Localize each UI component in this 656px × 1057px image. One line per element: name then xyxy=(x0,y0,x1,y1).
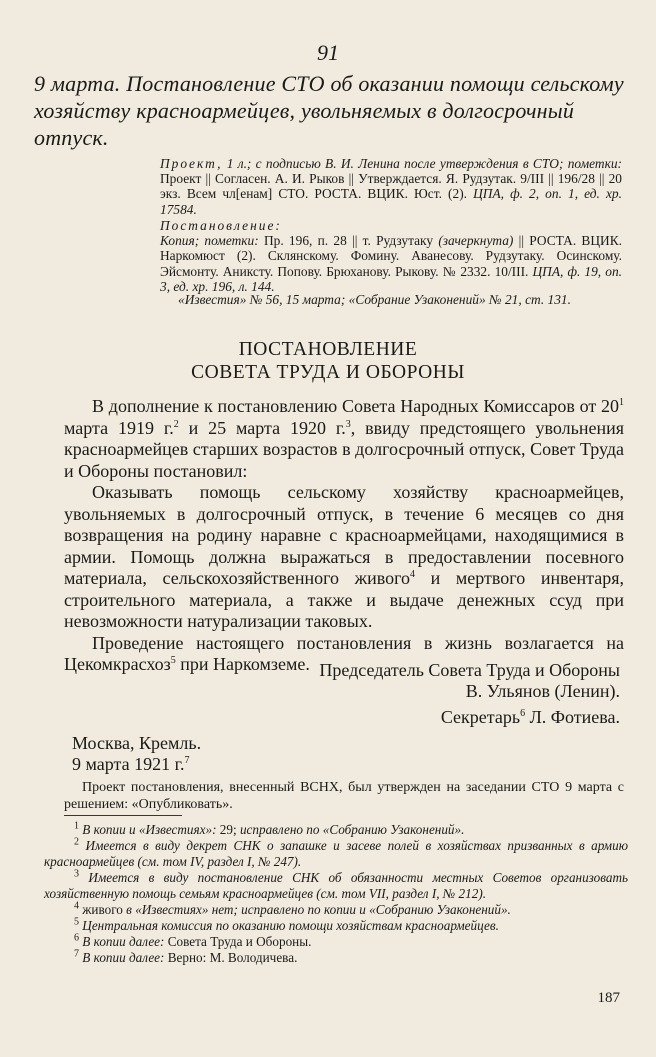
footnote-7: $^7$ В копии далее: Верно: М. Володичева. xyxy=(74,948,298,965)
footnotes xyxy=(44,822,628,966)
editorial-note: Проект постановления, внесенный ВСНХ, был утвержден на заседании СТО 9 марта с решением: «Опубликовать». xyxy=(64,780,624,812)
archive-note-resolution: Постановление: Копия; пометки: Пр. 196, п. 28 || т. Рудзутаку (зачеркнута) || РОСТА. ВЦИК. Наркомюст (2). Склянскому. Фомину. Аванесову. Рудзутаку. Осинскому. Эйсмонту. Аниксту. Попову. Брюханову. Рыкову. № 2332. 10/III. ЦПА, ф. 19, оп. 3, ед. хр. 196, л. 144. xyxy=(160,218,622,294)
archive-note-project: Проект, 1 л.; с подписью В. И. Ленина после утверждения в СТО; пометки: Проект || Согласен. А. И. Рыков || Утверждается. Я. Рудзутак. 9/III || 196/28 || 20 экз. Всем чл[енам] СТО. РОСТА. ВЦИК. Юст. (2). ЦПА, ф. 2, оп. 1, ед. хр. 17584. xyxy=(160,156,622,217)
secretary-signature: Секретарь$^6$ Л. Фотиева. xyxy=(440,707,620,727)
document-title: 9 марта. Постановление СТО об оказании помощи сельскому хозяйству красноармейцев, увольняемых в долгосрочный отпуск. xyxy=(34,71,624,150)
resolution-heading-1: ПОСТАНОВЛЕНИЕ xyxy=(238,339,418,360)
resolution-body xyxy=(64,396,624,676)
paragraph-3: Проведение настоящего постановления в жизнь возлагается на Цекомкрасхоз$^5$ при Наркомземе. xyxy=(64,632,624,674)
resolution-heading-2: СОВЕТА ТРУДА И ОБОРОНЫ xyxy=(191,362,465,383)
chairman-name: В. Ульянов (Ленин). xyxy=(465,681,620,701)
date: 9 марта 1921 г.$^7$ xyxy=(72,754,190,774)
footnote-4: $^4$ живого в «Известиях» нет; исправлено по копии и «Собранию Узаконений». xyxy=(74,900,511,917)
footnote-divider xyxy=(64,815,182,816)
footnote-3: $^3$ Имеется в виду постановление СНК об обязанности местных Советов организовать хозяйственную помощь семьям красноармейцев (см. том VII, раздел I, № 212). xyxy=(44,868,628,901)
paragraph-2: Оказывать помощь сельскому хозяйству красноармейцев, увольняемых в долгосрочный отпуск, в течение 6 месяцев со дня возвращения на родину наравне с красноармейцами, находящимися в армии. Помощь должна выражаться в предоставлении посевного материала, сельскохозяйственного живого$^4$ и мертвого инвентаря, строительного материала, а также и выдаче денежных ссуд при невозможности натурализации таковых. xyxy=(64,482,624,631)
place: Москва, Кремль. xyxy=(72,733,202,753)
footnote-2: $^2$ Имеется в виду декрет СНК о запашке и засеве полей в хозяйствах призванных в армию красноармейцев (см. том IV, раздел I, № 247). xyxy=(44,836,628,869)
paragraph-1: В дополнение к постановлению Совета Народных Комиссаров от $20^1$ марта 1919 г.$^2$ и 25 марта 1920 г.$^3$, ввиду предстоящего увольнения красноармейцев старших возрастов в долгосрочный отпуск, Совет Труда и Обороны постановил: xyxy=(64,396,625,481)
footnote-5: $^5$ Центральная комиссия по оказанию помощи хозяйствам красноармейцев. xyxy=(74,916,499,933)
footnote-1: $^1$ В копии и «Известиях»: 29; исправлено по «Собранию Узаконений». xyxy=(74,820,465,837)
footnote-6: $^6$ В копии далее: Совета Труда и Обороны. xyxy=(74,932,312,949)
archive-note-publication: «Известия» № 56, 15 марта; «Собрание Узаконений» № 21, ст. 131. xyxy=(178,292,571,307)
folio-page-number: 187 xyxy=(597,990,620,1006)
page-number: 91 xyxy=(317,40,339,65)
chairman-title: Председатель Совета Труда и Обороны xyxy=(319,660,620,680)
